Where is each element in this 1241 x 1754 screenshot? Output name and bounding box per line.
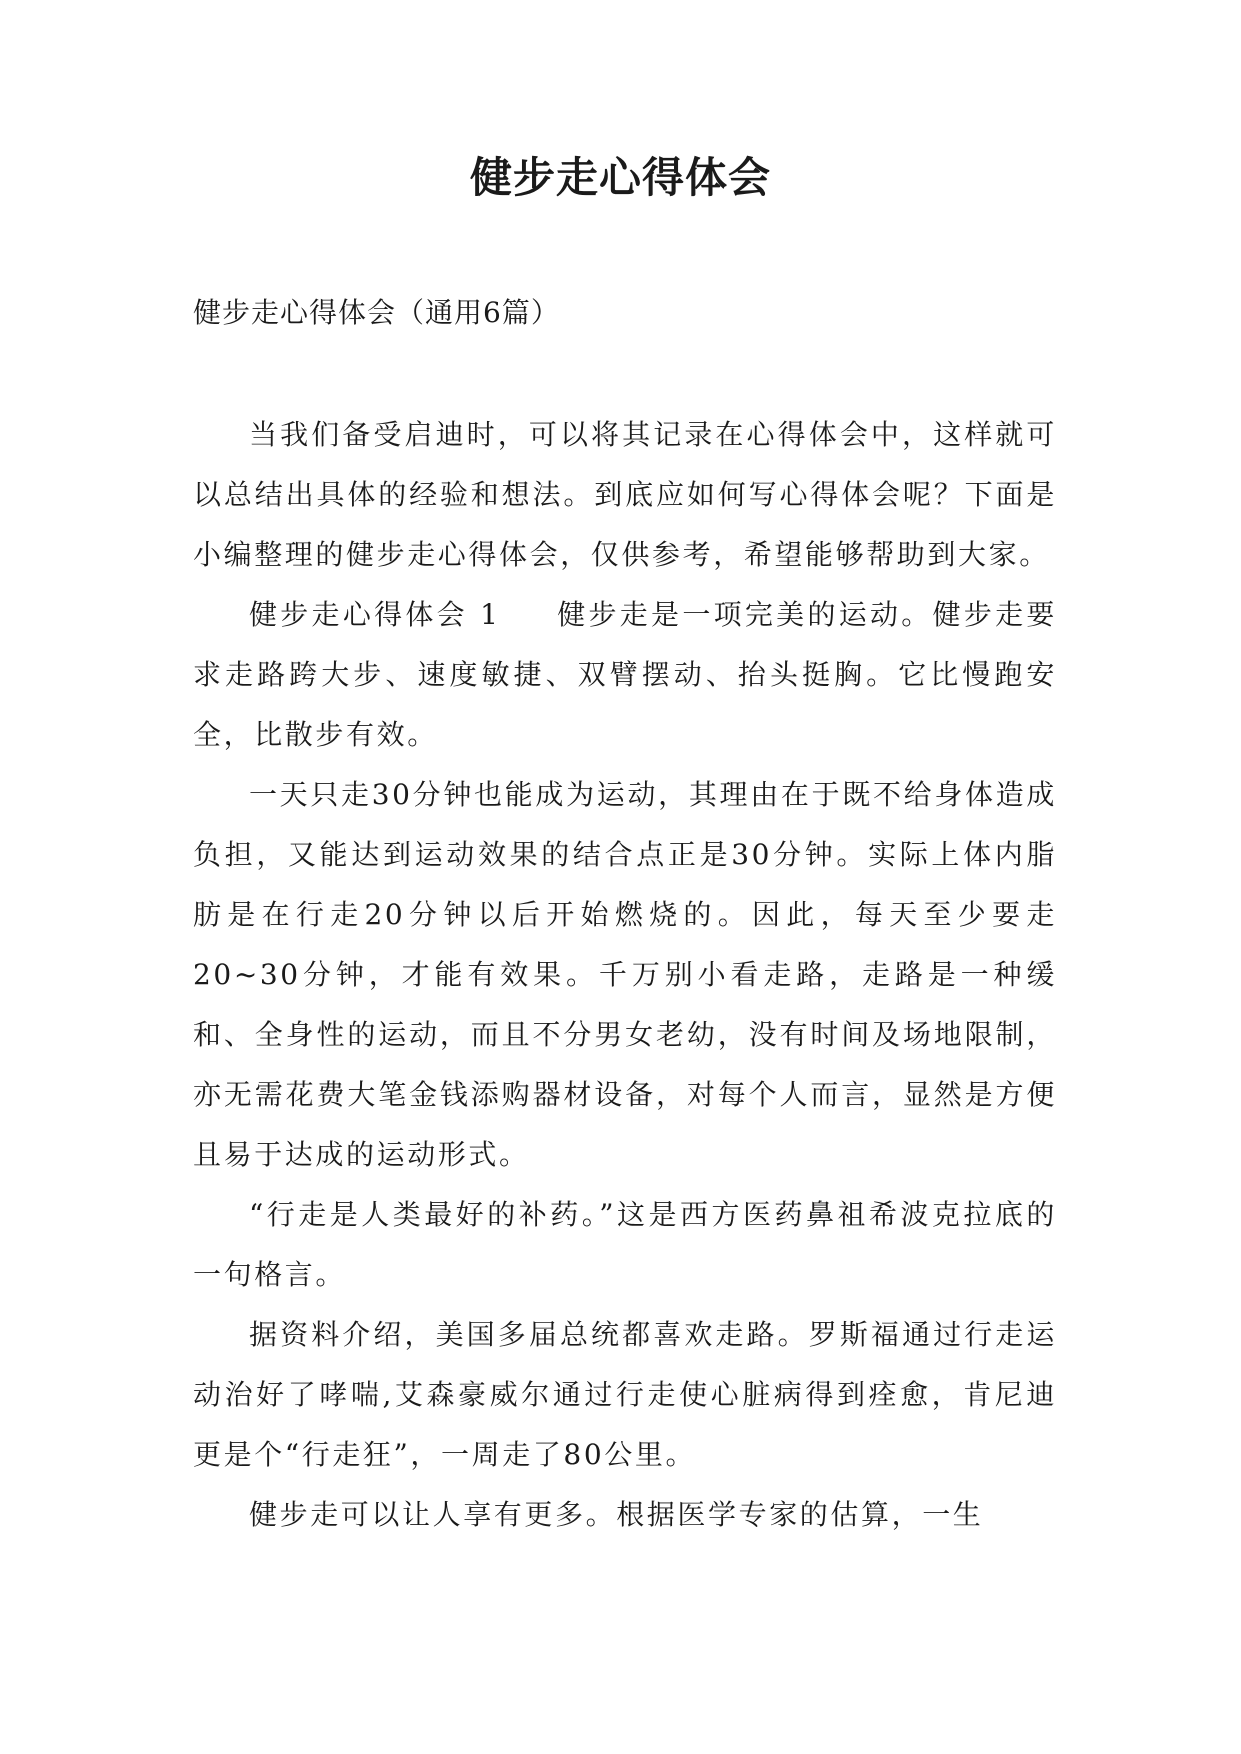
section-1-text: 健步走是一项完美的运动。健步走要求走路跨大步、速度敏捷、双臂摆动、抬头挺胸。它比慢跑安全，比散步有效。: [193, 598, 1057, 751]
section-1-paragraph: [193, 585, 1057, 765]
document-subtitle: 健步走心得体会（通用6篇）: [193, 296, 560, 329]
paragraph-4: 据资料介绍，美国多届总统都喜欢走路。罗斯福通过行走运动治好了哮喘,艾森豪威尔通过行走使心脏病得到痊愈，肯尼迪更是个“行走狂”，一周走了80公里。: [193, 1318, 1057, 1471]
paragraph-3: “行走是人类最好的补药。”这是西方医药鼻祖希波克拉底的一句格言。: [193, 1198, 1057, 1291]
intro-paragraph: 当我们备受启迪时，可以将其记录在心得体会中，这样就可以总结出具体的经验和想法。到底应如何写心得体会呢？下面是小编整理的健步走心得体会，仅供参考，希望能够帮助到大家。: [193, 418, 1057, 571]
paragraph-5: 健步走可以让人享有更多。根据医学专家的估算，一生: [249, 1498, 984, 1531]
paragraph-2: 一天只走30分钟也能成为运动，其理由在于既不给身体造成负担，又能达到运动效果的结合点正是30分钟。实际上体内脂肪是在行走20分钟以后开始燃烧的。因此，每天至少要走20~30分钟，才能有效果。千万别小看走路，走路是一种缓和、全身性的运动，而且不分男女老幼，没有时间及场地限制，亦无需花费大笔金钱添购器材设备，对每个人而言，显然是方便且易于达成的运动形式。: [193, 778, 1057, 1171]
document-body: [193, 405, 1057, 1545]
section-1-heading: 健步走心得体会 1: [249, 598, 501, 631]
document-title: 健步走心得体会: [469, 153, 771, 202]
